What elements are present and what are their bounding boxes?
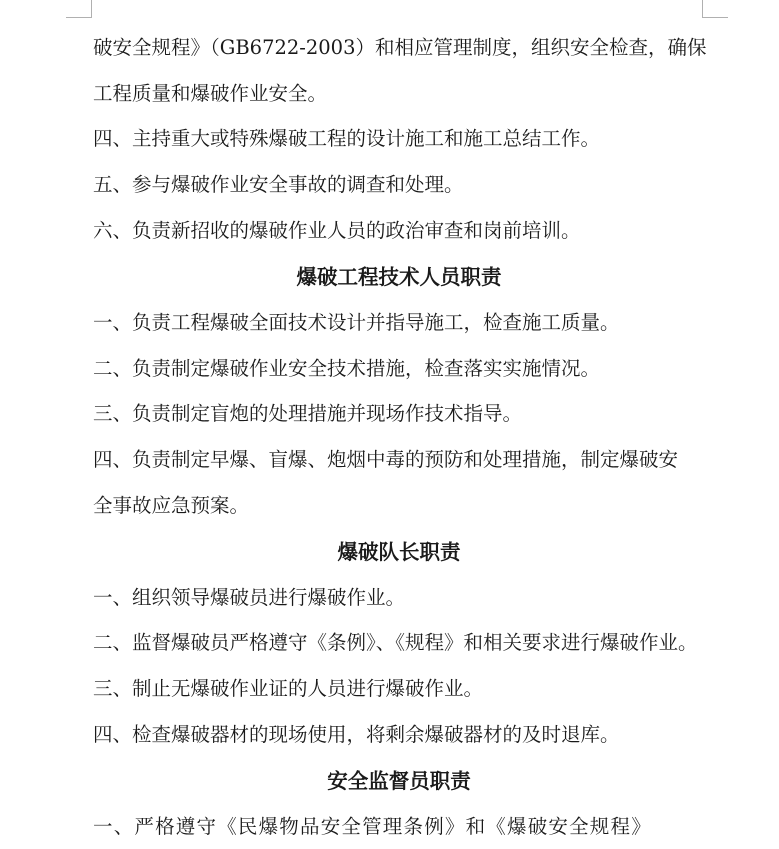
paragraph-line: 四、检查爆破器材的现场使用，将剩余爆破器材的及时退库。 (93, 723, 620, 746)
section-heading-safety-supervisor: 安全监督员职责 (327, 769, 471, 793)
paragraph-line: 工程质量和爆破作业安全。 (93, 82, 328, 105)
margin-corner-mark-top-left-h (66, 17, 92, 18)
paragraph-line: 一、组织领导爆破员进行爆破作业。 (93, 586, 406, 609)
paragraph-line: 全事故应急预案。 (93, 494, 250, 517)
paragraph-line: 一、负责工程爆破全面技术设计并指导施工，检查施工质量。 (93, 311, 620, 334)
paragraph-line: 五、参与爆破作业安全事故的调查和处理。 (93, 173, 464, 196)
paragraph-line: 三、制止无爆破作业证的人员进行爆破作业。 (93, 677, 484, 700)
section-heading-technical-staff: 爆破工程技术人员职责 (296, 265, 502, 289)
paragraph-line: 一、严格遵守《民爆物品安全管理条例》和《爆破安全规程》 (93, 815, 652, 838)
paragraph-line: 二、负责制定爆破作业安全技术措施，检查落实实施情况。 (93, 357, 601, 380)
margin-corner-mark-top-left (91, 0, 92, 18)
paragraph-line: 二、监督爆破员严格遵守《条例》、《规程》和相关要求进行爆破作业。 (93, 631, 698, 654)
paragraph-line: 四、主持重大或特殊爆破工程的设计施工和施工总结工作。 (93, 127, 601, 150)
paragraph-line: 破安全规程》（GB6722-2003）和相应管理制度，组织安全检查，确保 (93, 36, 707, 59)
paragraph-line: 四、负责制定早爆、盲爆、炮烟中毒的预防和处理措施，制定爆破安 (93, 448, 679, 471)
margin-corner-mark-top-right-h (702, 17, 728, 18)
section-heading-team-leader: 爆破队长职责 (337, 540, 461, 564)
paragraph-line: 三、负责制定盲炮的处理措施并现场作技术指导。 (93, 402, 523, 425)
margin-corner-mark-top-right (702, 0, 703, 18)
paragraph-line: 六、负责新招收的爆破作业人员的政治审查和岗前培训。 (93, 219, 581, 242)
